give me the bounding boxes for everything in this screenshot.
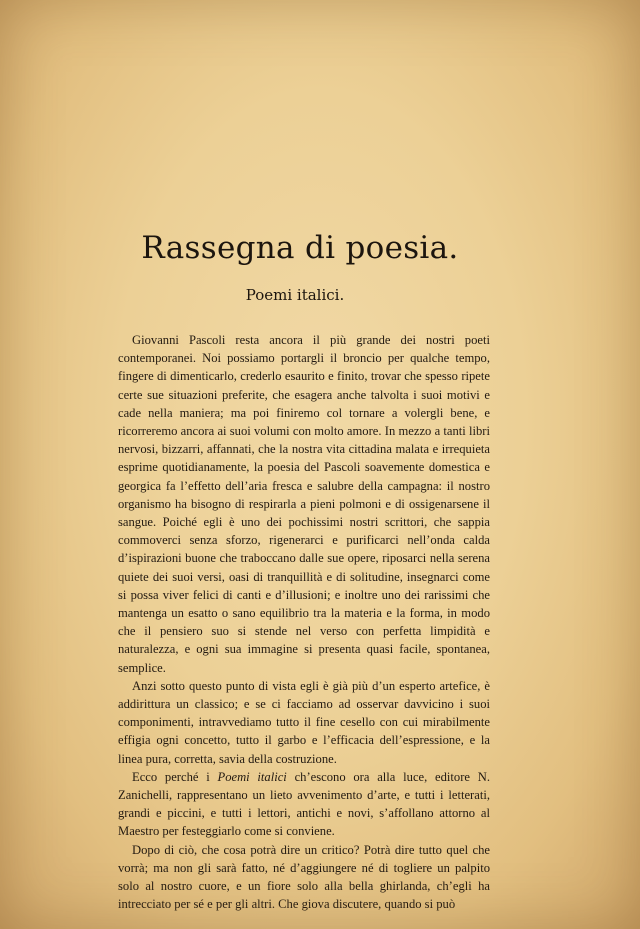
article-body (118, 331, 490, 914)
article-title: Rassegna di poesia. (141, 230, 459, 266)
paragraph-3 (118, 768, 490, 841)
article-subtitle: Poemi italici. (245, 286, 345, 304)
paragraph-2: Anzi sotto questo punto di vista egli è già più d’un esperto artefice, è addirittura un classico; e se ci facciamo ad osservar davvicino i suoi componimenti, intravvediamo tutto il fine cesello con cui mirabilmente effigia ogni concetto, tutto il garbo e l’efficacia dell’espressione, e la linea pura, corretta, savia della costruzione. (118, 678, 490, 766)
paragraph-4: Dopo di ciò, che cosa potrà dire un critico? Potrà dire tutto quel che vorrà; ma non gli sarà fatto, né d’aggiungere né di togliere un palpito solo al nostro cuore, e un fiore solo alla bella ghirlanda, ch’egli ha intrecciato per sé e per gli altri. Che giova discutere, quando si può (118, 842, 490, 912)
paragraph-3-after: ch’escono ora alla luce, editore N. Zanichelli, rappresentano un lieto avvenimento d’arte, e tutti i letterati, grandi e piccini, e tutti i lettori, antichi e novi, s’affollano attorno al Maestro per festeggiarlo come si conviene. (118, 769, 490, 839)
book-title-italic: Poemi italici (217, 769, 287, 784)
paragraph-3-before: Ecco perché i (132, 769, 218, 784)
paragraph-1: Giovanni Pascoli resta ancora il più grande dei nostri poeti contemporanei. Noi possiamo portargli il broncio per qualche tempo, fingere di dimenticarlo, crederlo esaurito e finito, trovar che spesso ripete certe sue situazioni preferite, che esagera anche talvolta i suoi motivi e cade nella maniera; ma poi finiremo col tornare a volergli bene, e ricorreremo ancora ai suoi volumi con molto amore. In mezzo a tanti libri nervosi, bizzarri, affannati, che la nostra vita cittadina malata e irrequieta esprime quotidianamente, la poesia del Pascoli soavemente domestica e georgica fa l’effetto dell’aria fresca e salubre della campagna: il nostro organismo ha bisogno di respirarla a pieni polmoni e di ossigenarsene il sangue. Poiché egli è uno dei pochissimi nostri scrittori, che sappia commoverci senza sforzo, rigenerarci e purificarci nell’onda calda d’ispirazioni buone che traboccano dalle sue opere, riposarci nella serena quiete dei suoi versi, oasi di tranquillità e di solitudine, insegnarci come si possa viver felici di canti e d’illusioni; e inoltre uno dei rarissimi che mantenga un esatto o sano equilibrio tra la materia e la forma, in modo che il pensiero suo si stende nel verso con perfetta limpidità e naturalezza, e ogni sua immagine si presenta quasi facile, spontanea, semplice. (118, 333, 490, 675)
